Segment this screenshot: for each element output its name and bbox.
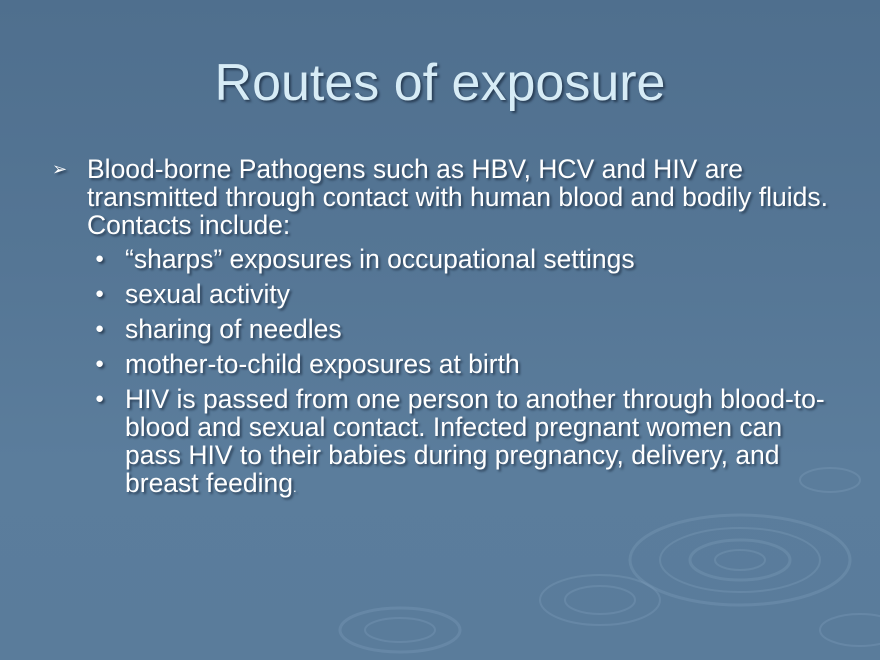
slide-title: Routes of exposure bbox=[214, 54, 666, 112]
sub-bullet-item bbox=[52, 315, 842, 343]
bullet-dot-icon: ● bbox=[95, 250, 105, 267]
sub-bullet-text: mother-to-child exposures at birth bbox=[125, 349, 520, 379]
sub-bullet-text: HIV is passed from one person to another through blood-to-blood and sexual contact. Infected pregnant women can pass HIV to their babies during pregnancy, delivery, and breast feeding bbox=[125, 384, 825, 498]
sub-bullet-item bbox=[52, 385, 842, 502]
bullet-dot-icon: ● bbox=[95, 285, 105, 302]
slide-body bbox=[52, 155, 842, 509]
main-bullet bbox=[52, 155, 842, 239]
bullet-dot-icon: ● bbox=[95, 390, 105, 407]
sub-bullet-item bbox=[52, 280, 842, 308]
sub-bullet-item bbox=[52, 245, 842, 273]
trailing-period: . bbox=[292, 480, 297, 495]
sub-bullet-text: sexual activity bbox=[125, 279, 290, 309]
arrow-bullet-icon: ➢ bbox=[52, 159, 68, 179]
sub-bullet-list bbox=[52, 245, 842, 502]
bullet-dot-icon: ● bbox=[95, 320, 105, 337]
sub-bullet-text: “sharps” exposures in occupational settings bbox=[125, 244, 635, 274]
bullet-dot-icon: ● bbox=[95, 355, 105, 372]
sub-bullet-text: sharing of needles bbox=[125, 314, 342, 344]
main-bullet-text: Blood-borne Pathogens such as HBV, HCV and HIV are transmitted through contact with human blood and bodily fluids. Contacts include: bbox=[87, 154, 828, 240]
sub-bullet-item bbox=[52, 350, 842, 378]
